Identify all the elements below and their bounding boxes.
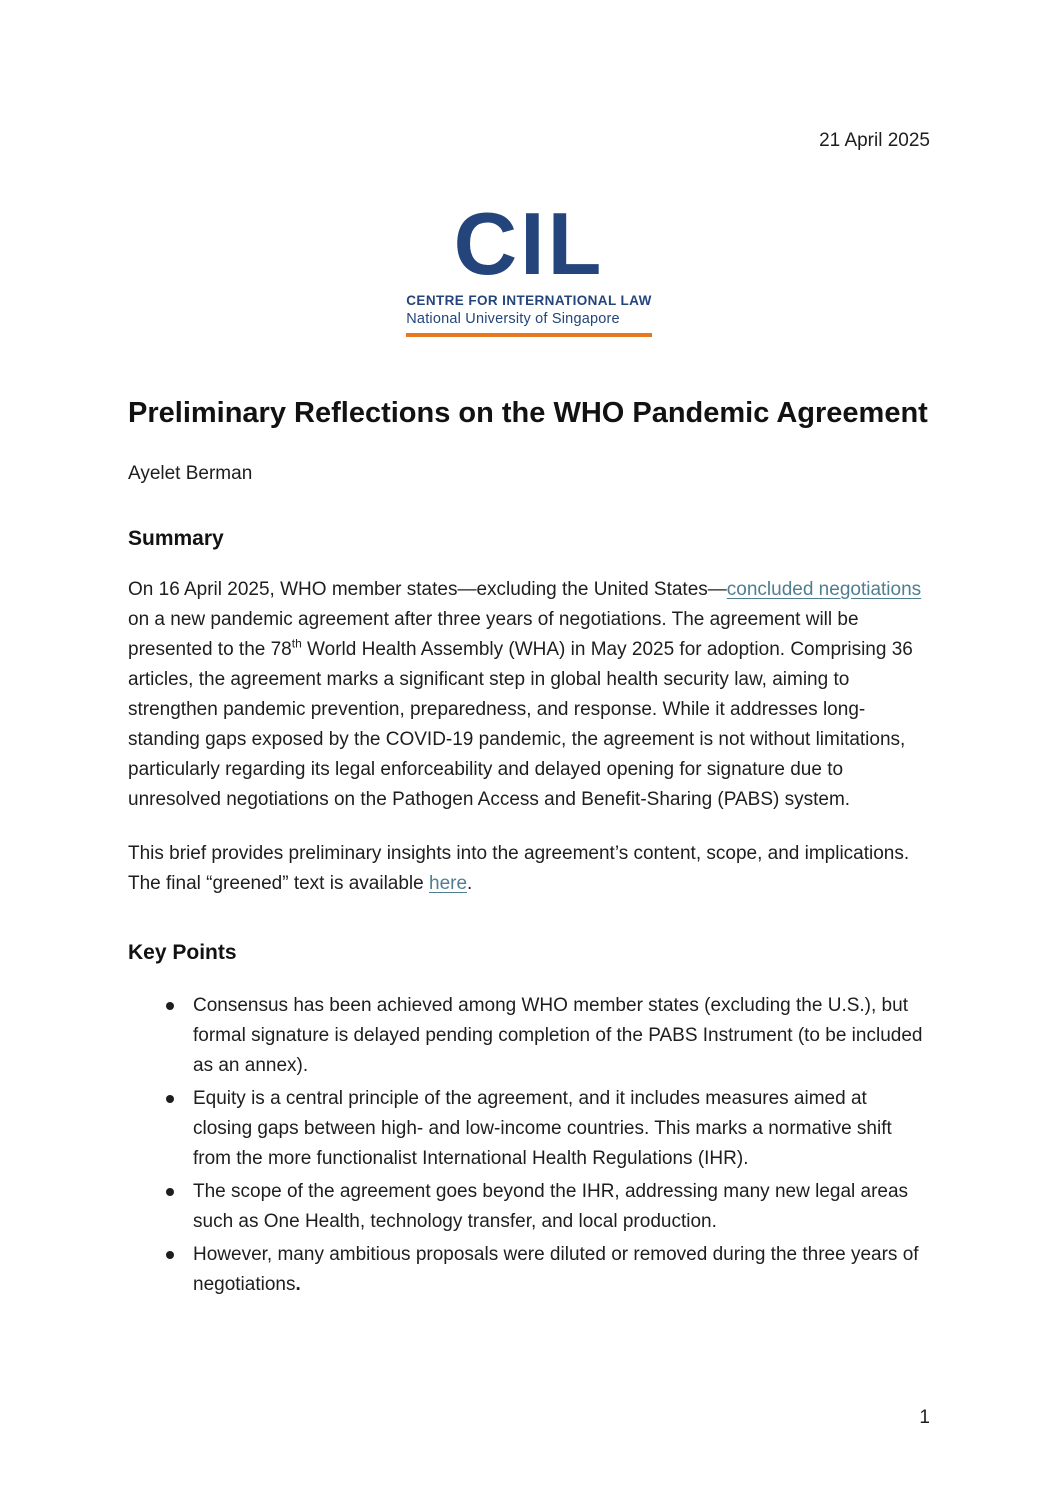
key-points-list (128, 991, 930, 1300)
key-point-item (128, 1240, 930, 1300)
summary-p1-text: World Health Assembly (WHA) in May 2025 for adoption. Comprising 36 articles, the agreement marks a significant step in global health security law, aiming to strengthen pandemic prevention, preparedness, and response. While it addresses long-standing gaps exposed by the COVID-19 pandemic, the agreement is not without limitations, particularly regarding its legal enforceability and delayed opening for signature due to unresolved negotiations on the Pathogen Access and Benefit-Sharing (PABS) system. (128, 638, 913, 810)
bullet-icon (166, 1188, 174, 1196)
key-point-text: Equity is a central principle of the agreement, and it includes measures aimed at closing gaps between high- and low-income countries. This marks a normative shift from the more functionalist International Health Regulations (IHR). (193, 1087, 892, 1169)
bullet-icon (166, 1251, 174, 1259)
key-point-text: Consensus has been achieved among WHO member states (excluding the U.S.), but formal signature is delayed pending completion of the PABS Instrument (to be included as an annex). (193, 994, 923, 1076)
ordinal-superscript: th (291, 636, 302, 651)
summary-p2-text: . (467, 872, 473, 894)
summary-paragraph-2 (128, 839, 930, 899)
bullet-icon (166, 1002, 174, 1010)
summary-p2-text: This brief provides preliminary insights into the agreement’s content, scope, and implications. The final “greened” text is available (128, 842, 910, 894)
key-point-text: However, many ambitious proposals were diluted or removed during the three years of negotiations (193, 1243, 919, 1295)
here-link[interactable]: here (429, 872, 468, 894)
key-point-bold-suffix: . (295, 1273, 301, 1295)
key-point-text: The scope of the agreement goes beyond the IHR, addressing many new legal areas such as One Health, technology transfer, and local production. (193, 1180, 909, 1232)
page-number: 1 (919, 1407, 930, 1428)
article-title: Preliminary Reflections on the WHO Pandemic Agreement (128, 396, 928, 429)
summary-p1-text: On 16 April 2025, WHO member states—excluding the United States— (128, 578, 727, 600)
concluded-negotiations-link[interactable]: concluded negotiations (726, 578, 922, 600)
bullet-icon (166, 1095, 174, 1103)
summary-p1-text: on a new pandemic agreement after three years of negotiations. The agreement will be presented to the 78 (128, 608, 859, 660)
document-date: 21 April 2025 (819, 130, 930, 151)
logo-university-name: National University of Singapore (406, 310, 620, 327)
logo-orange-rule (406, 333, 651, 337)
logo-centre-name: CENTRE FOR INTERNATIONAL LAW (406, 292, 652, 308)
key-points-heading: Key Points (128, 940, 237, 964)
summary-paragraph-1 (128, 575, 930, 815)
logo-acronym: CIL (453, 194, 605, 293)
summary-heading: Summary (128, 526, 224, 550)
article-author: Ayelet Berman (128, 462, 253, 484)
key-point-item (128, 1177, 930, 1237)
key-point-item (128, 991, 930, 1081)
cil-logo (406, 194, 652, 337)
key-point-item (128, 1084, 930, 1174)
